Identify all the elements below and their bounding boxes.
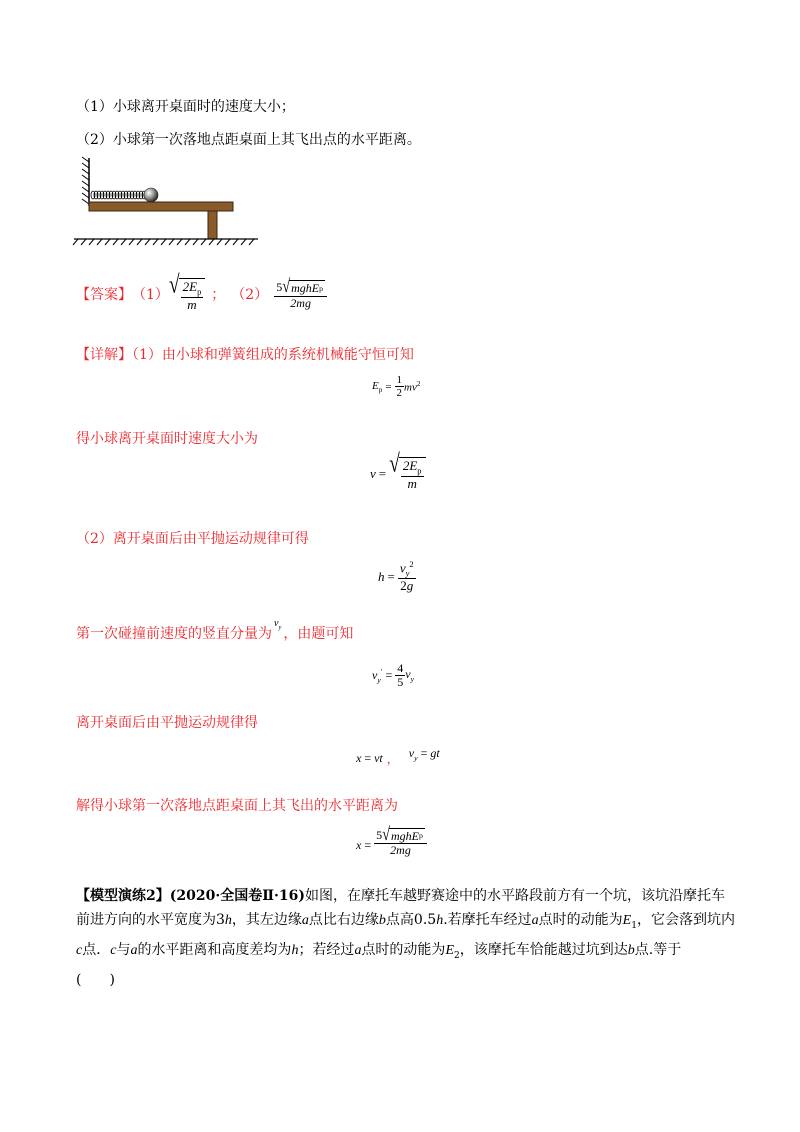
formula-height: h = $\frac{v_y^2}{2g}$ [378, 559, 414, 594]
model-text-9: 与 [116, 941, 131, 958]
formula-velocity: v = √ $\frac{2E_p}{m}$ [370, 457, 426, 491]
answer1-formula: √ $\frac{2E_p}{m}$ [169, 278, 205, 312]
detail-step5: 离开桌面后由平抛运动规律得 [76, 715, 258, 731]
answer-label: 【答案】 [76, 287, 132, 303]
answer-blank: ( ) [76, 971, 115, 988]
answer2-formula: 5 √ mghE p 2mg [274, 280, 327, 309]
detail-step4b-text: ，由题可知 [283, 626, 354, 642]
spring-ball-table-figure [72, 154, 262, 246]
detail-step1 [76, 346, 414, 364]
detail-step2: 得小球离开桌面时速度大小为 [76, 431, 258, 447]
answer-separator: ； [211, 287, 226, 303]
formula-motion: x = vt ， $v_y$ = gt [356, 746, 440, 766]
model-text-4: 点高0.5 [385, 912, 437, 928]
model-text-14: 点. [634, 941, 654, 958]
model-exercise-paragraph: 【模型演练2】(2020·全国卷Ⅱ·16)如图，在摩托车越野赛途中的水平路段前方有一个坑，该坑沿摩托车前进方向的水平宽度为3h，其左边缘a点比右边缘b点高0.5h.若摩托车经过a点时的动能为$E_1$，它会落到坑内c点．c与a的水平距离和高度差均为h；若经过a点时的动能为$E_2$，该摩托车恰能越过坑到达b点.等于 ( ) [76, 888, 735, 988]
answer-part2-label: （2） [231, 287, 269, 303]
model-text-5: .若摩托车经过 [443, 912, 532, 928]
answer-line [76, 271, 327, 316]
model-text-13: ，该摩托车恰能越过坑到达 [459, 941, 628, 958]
model-text-10: 的水平距离和高度差均为 [137, 941, 292, 958]
question-2: （2）小球第一次落地点距桌面上其飞出点的水平距离。 [76, 132, 421, 148]
model-text-11: ；若经过 [298, 941, 355, 958]
formula-vy-ratio: $v_y'$ = $\frac{4}{5}$ $v_y$ [372, 661, 415, 690]
model-text-3: 点比右边缘 [308, 912, 379, 928]
model-source: (2020·全国卷Ⅱ·16) [169, 888, 305, 904]
question-1: （1）小球离开桌面时的速度大小； [76, 99, 295, 115]
model-text-7: ，它会落到坑内 [637, 912, 735, 928]
formula-distance: x = 5 √ mghE p 2mg [356, 828, 427, 857]
detail-step6: 解得小球第一次落地点距桌面上其飞出的水平距离为 [76, 798, 398, 814]
model-text-1: 如图，在摩托车越野赛途中的水平路段前方有一个坑，该坑沿摩托车前进方向的水平宽度为3 [76, 888, 725, 928]
model-text-8: 点． [82, 941, 111, 958]
detail-step1-text: （1）由小球和弹簧组成的系统机械能守恒可知 [132, 347, 414, 363]
vy-symbol: vy [274, 618, 282, 631]
detail-step3: （2）离开桌面后由平抛运动规律可得 [76, 531, 309, 547]
detail-step4 [76, 618, 354, 649]
model-text-15: 等于 [653, 941, 682, 958]
formula-energy: $E_p$ = $\frac{1}{2}$ $mv^2$ [372, 374, 421, 400]
answer-part1-label: （1） [132, 287, 169, 303]
model-text-2: ，其左边缘 [231, 912, 302, 928]
model-label: 【模型演练2】 [76, 888, 170, 904]
detail-step4a-text: 第一次碰撞前速度的竖直分量为 [76, 626, 272, 642]
model-text-12: 点时的动能为 [361, 941, 446, 958]
model-text-6: 点时的动能为 [538, 912, 623, 928]
detail-label: 【详解】 [76, 347, 132, 363]
